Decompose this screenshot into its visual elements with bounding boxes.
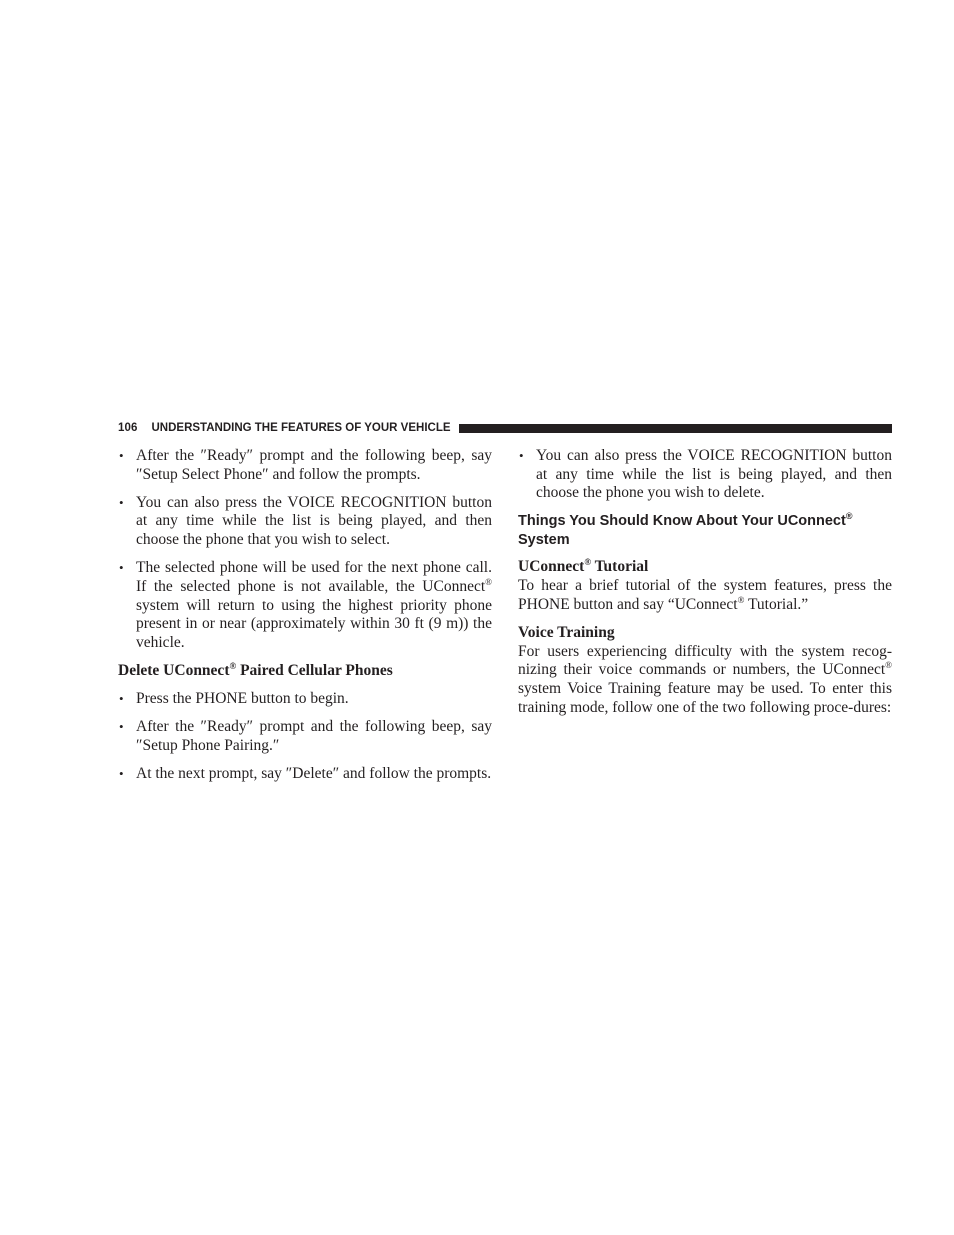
delete-phones-heading: Delete UConnect® Paired Cellular Phones: [118, 660, 393, 679]
right-column: [518, 447, 892, 727]
list-item: [118, 447, 492, 484]
bullet-text: You can also press the VOICE RECOGNITION button at any time while the list is being played, and then choose the phone that you wish to select.: [136, 493, 492, 549]
list-item: [518, 447, 892, 503]
list-item: [118, 494, 492, 550]
bullet-icon: •: [119, 718, 124, 734]
bullet-text: After the ″Ready″ prompt and the following beep, say ″Setup Phone Pairing.″: [136, 717, 492, 754]
tutorial-text: To hear a brief tutorial of the system features, press the PHONE button and say “UConnect® Tutorial.”: [518, 577, 892, 613]
bullet-list: [518, 447, 892, 503]
voice-training-text: For users experiencing difficulty with the system recog-nizing their voice commands or numbers, the UConnect® system Voice Training feature may be used. To enter this training mode, follow one of the two following proce-dures:: [518, 642, 892, 716]
left-column: [118, 447, 492, 793]
header-rule: [459, 424, 892, 433]
bullet-text: After the ″Ready″ prompt and the following beep, say ″Setup Select Phone″ and follow the prompts.: [136, 447, 492, 483]
bullet-text: You can also press the VOICE RECOGNITION button at any time while the list is being played, and then choose the phone you wish to delete.: [536, 447, 892, 502]
bullet-icon: •: [119, 690, 124, 706]
bullet-icon: •: [119, 494, 124, 510]
chapter-title: UNDERSTANDING THE FEATURES OF YOUR VEHICLE: [151, 422, 451, 434]
bullet-icon: •: [119, 765, 124, 781]
bullet-icon: •: [119, 560, 124, 576]
bullet-list: [118, 690, 492, 783]
bullet-list: [118, 447, 492, 653]
list-item: [118, 690, 492, 709]
list-item: [118, 718, 492, 755]
bullet-icon: •: [519, 448, 524, 463]
page-number: 106: [118, 422, 138, 434]
tutorial-heading: UConnect® Tutorial: [518, 557, 649, 576]
page-header: [118, 419, 892, 437]
list-item: [118, 559, 492, 653]
section-heading: Things You Should Know About Your UConnect® System: [518, 511, 853, 549]
bullet-text: At the next prompt, say ″Delete″ and follow the prompts.: [136, 764, 492, 782]
voice-training-heading: Voice Training: [518, 623, 615, 641]
bullet-icon: •: [119, 448, 124, 463]
bullet-text: Press the PHONE button to begin.: [136, 689, 349, 707]
bullet-text: The selected phone will be used for the next phone call. If the selected phone is not available, the UConnect® system will return to using the highest priority phone present in or near (approximately within 30 ft (9 m)) the vehicle.: [136, 559, 492, 651]
list-item: [118, 765, 492, 784]
